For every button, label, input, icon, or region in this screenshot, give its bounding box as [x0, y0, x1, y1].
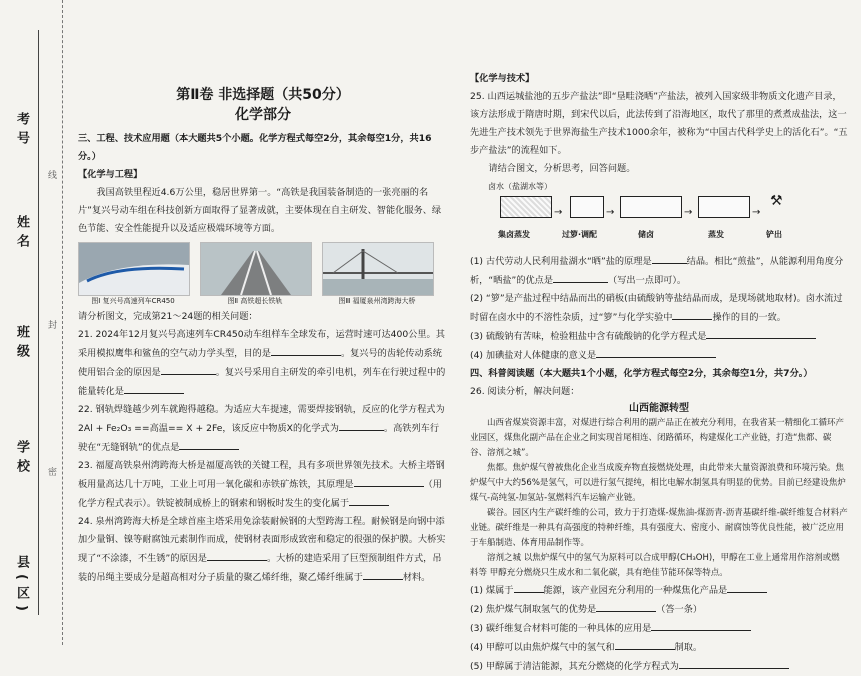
bridge-photo [322, 242, 434, 296]
question-25-3 [470, 327, 848, 346]
answer-blank[interactable] [179, 438, 239, 450]
answer-blank[interactable] [363, 568, 403, 580]
question-25-stem: 25. 山西运城盐池的五步产盐法”即“垦畦浇晒”产盐法，被列入国家级非物质文化遗产目录，该方法形成于隋唐时期，到宋代以后，此法传到了沿海地区，取代了那里的煮煮成盐法，这一先进生产技术领先于世界海盐生产技术1000余年，被称为“中国古代科学史上的活化石”。“五步产盐法”的流程如下。 [470, 91, 848, 156]
section-3-heading: 三、工程、技术应用题（本大题共5个小题。化学方程式每空2分，其余每空1分，共16分。） [78, 133, 432, 162]
section-4-heading: 四、科普阅读题（本大题共1个小题，化学方程式每空2分，其余每空1分，共7分。） [470, 368, 813, 379]
q26-2-text-b: （答一条） [656, 604, 703, 615]
answer-blank[interactable] [596, 600, 656, 612]
q25-3-text: (3) 硫酸钠有苦味，检验粗盐中含有硫酸钠的化学方程式是 [470, 331, 707, 342]
question-25-prompt: 请结合图文，分析思考，回答问题。 [488, 163, 636, 174]
q26-3-text: (3) 碳纤维复合材料可能的一种具体的应用是 [470, 623, 652, 634]
question-25-1 [470, 252, 848, 290]
q25-2-text-b: 操作的目的一致。 [712, 312, 786, 323]
reading-paragraph-4: 溶剂之城 以焦炉煤气中的氢气为原料可以合成甲醇(CH₃OH)，甲醇在工业上通常用作溶剂或燃料等 甲醇充分燃烧只生成水和二氧化碳，具有绝佳节能环保等特点。 [470, 553, 840, 578]
flow-arrow: → [684, 207, 693, 218]
flow-label-2: 过箩·调配 [562, 230, 598, 239]
question-26-1 [470, 581, 848, 600]
class-label: 班级 [14, 325, 29, 363]
q25-4-text: (4) 加碘盐对人体健康的意义是 [470, 350, 597, 361]
volume-title: 第Ⅱ卷 非选择题（共50分） [176, 87, 350, 103]
answer-blank[interactable] [615, 638, 675, 650]
q26-4-text-b: 制取。 [674, 642, 703, 653]
answer-blank[interactable] [207, 549, 267, 561]
q22-text-b: 。高铁列车行驶在“无缝钢轨”的优点是 [78, 423, 440, 453]
reading-title: 山西能源转型 [629, 403, 689, 414]
q26-5-text: (5) 甲醇属于清洁能源，其充分燃烧的化学方程式为 [470, 661, 679, 672]
engineering-intro: 我国高铁里程近4.6万公里，稳居世界第一。“高铁是我国装备制造的一张亮丽的名片”复兴号动车组在科技创新方面取得了显著成就，主要体现在自主研发、智能化服务、绿色节能、安全性能提升以及适应极端环境等方面。 [78, 187, 442, 234]
q26-2-text: (2) 焦炉煤气制取氢气的优势是 [470, 604, 597, 615]
flow-label-4: 蒸发 [708, 230, 724, 239]
answer-blank[interactable] [652, 252, 687, 264]
question-26-5 [470, 657, 848, 676]
question-24 [78, 513, 448, 587]
flow-input-label: 卤水（盐湖水等） [488, 182, 552, 191]
photo-caption-3: 图Ⅲ 福厦泉州湾跨海大桥 [338, 297, 416, 305]
photo-caption-1: 图Ⅰ 复兴号高速列车CR450 [91, 297, 175, 305]
photo-caption-2: 图Ⅱ 高铁超长铁轨 [227, 297, 283, 305]
q25-1-text-b: 结晶。相比“煎盐”，从能源利用角度分析，“晒盐”的优点是 [470, 256, 844, 286]
seal-secret-char: 密 [48, 468, 58, 478]
q24-text-b: 。大桥的建造采用了巨型预制组件方式，吊装的吊绳主要成分是超高相对分子质量的聚乙烯纤维，聚乙烯纤维属于 [78, 553, 442, 583]
tech-tag: 【化学与技术】 [470, 73, 535, 84]
question-21 [78, 326, 448, 401]
flow-step-evaporate-pool [500, 196, 552, 218]
q25-1-text: (1) 古代劳动人民利用盐湖水“晒”盐的原理是 [470, 256, 652, 267]
q25-2-text: (2) “箩”是产盐过程中结晶而出的硝板(由硫酸钠等盐结晶而成，是现场就地取材)。卤水流过时留在卤水中的不溶性杂质，过“箩”与化学实验中 [470, 293, 843, 323]
answer-blank[interactable] [339, 419, 384, 431]
answer-blank[interactable] [706, 327, 816, 339]
question-22 [78, 401, 448, 457]
reading-paragraph-3: 碳谷。园区内生产碳纤维的公司，致力于打造煤-煤焦油-煤沥青-沥青基碳纤维-碳纤维复合材料产业链。碳纤维是一种具有高强度的特种纤维，具有强度大、密度小、耐腐蚀等优良性能，被广泛应用于车船制造、体育用品制作等。 [470, 508, 848, 548]
q22-text: 22. 钢轨焊缝越少列车就跑得越稳。为适应大车提速，需要焊接钢轨，反应的化学方程式为2Al + Fe₂O₃ ==高温== X + 2Fe，该反应中物质X的化学式为 [78, 404, 445, 434]
q21-text-b: 。复兴号的齿轮传动系统使用铝合金的原因是 [78, 348, 442, 378]
answer-blank[interactable] [679, 657, 789, 669]
q23-text: 23. 福厦高铁泉州湾跨海大桥是福厦高铁的关键工程，具有多项世界领先技术。大桥主塔钢板用量高达几十万吨，工业上可用一氧化碳和赤铁矿炼铁，其原理是 [78, 460, 445, 490]
reading-paragraph-1: 山西省煤炭资源丰富，对煤进行综合利用的副产品正在被充分利用，在我省某一精细化工循环产业园区，煤焦化副产品在企业之间实现首尾相连、闭路循环，构建煤化工产业链，打造“焦都、碳谷、溶剂之城”。 [470, 418, 845, 458]
answer-blank[interactable] [727, 581, 767, 593]
answer-blank[interactable] [349, 494, 389, 506]
school-label: 学校 [14, 440, 29, 478]
answer-blank[interactable] [161, 363, 216, 375]
engineering-tag: 【化学与工程】 [78, 169, 143, 180]
flow-step-filter [570, 196, 604, 218]
question-26: 26. 阅读分析，解决问题： [470, 386, 580, 397]
answer-blank[interactable] [596, 346, 716, 358]
question-26-4 [470, 638, 848, 657]
q26-4-text: (4) 甲醇可以由焦炉煤气中的氢气和 [470, 642, 615, 653]
flow-label-5: 铲出 [766, 230, 782, 239]
flow-step-storage [620, 196, 682, 218]
answer-blank[interactable] [514, 581, 544, 593]
question-26-2 [470, 600, 848, 619]
exam-number-label: 考号 [14, 112, 29, 150]
q21-text: 21. 2024年12月复兴号高速列车CR450动车组样车全球发布，运营时速可达400公里。其采用模拟鹰隼和鲨鱼的空气动力学头型，目的是 [78, 329, 445, 359]
q21-text-c: 。复兴号采用自主研发的牵引电机，列车在行驶过程中的能量转化是 [78, 367, 446, 397]
salt-process-diagram [470, 182, 848, 250]
q24-text: 24. 泉州湾跨海大桥是全球首座主塔采用免涂装耐候钢的大型跨海工程。耐候钢是向钢中添加少量铜、镍等耐腐蚀元素制作而成，使钢材表面形成致密和稳定的很强的保护膜。大桥实现了“不涂漆，不生锈”的原因是 [78, 516, 446, 564]
binding-line [38, 30, 39, 615]
q25-1-text-c: （写出一点即可）。 [608, 275, 687, 286]
answer-blank[interactable] [672, 308, 712, 320]
flow-step-evaporate [698, 196, 750, 218]
subject-title: 化学部分 [235, 107, 291, 123]
answer-blank[interactable] [354, 475, 424, 487]
q26-1-text-b: 能源，该产业园充分利用的一种煤焦化产品是 [543, 585, 728, 596]
reading-passage [470, 401, 848, 581]
shovel-icon: ⚒ [770, 193, 783, 209]
flow-label-3: 储卤 [638, 230, 654, 239]
question-25-2 [470, 290, 848, 327]
left-column [78, 70, 448, 587]
seal-seal-char: 封 [48, 321, 58, 331]
flow-label-1: 集卤蒸发 [498, 230, 530, 239]
q24-text-c: 材料。 [402, 572, 431, 583]
answer-blank[interactable] [124, 382, 184, 394]
train-photo [78, 242, 190, 296]
answer-blank[interactable] [271, 344, 341, 356]
question-25-4 [470, 346, 848, 365]
reading-paragraph-2: 焦都。焦炉煤气曾被焦化企业当成废弃物直接燃烧处理，由此带来大量资源浪费和环境污染。焦炉煤气中大约56%是氢气，可以进行氢气提纯，相比电解水制氢具有明显的优势。目前已经建设焦炉煤气-高纯氢-加氢站-氢燃料汽车运输产业链。 [470, 463, 846, 503]
question-23 [78, 457, 448, 513]
q26-1-text: (1) 煤属于 [470, 585, 514, 596]
instruction: 请分析图文，完成第21～24题的相关问题： [78, 311, 258, 322]
name-label: 姓名 [14, 215, 29, 253]
rail-photo [200, 242, 312, 296]
answer-blank[interactable] [553, 271, 608, 283]
answer-blank[interactable] [651, 619, 751, 631]
q23-text-b: （用化学方程式表示）。铁锭被制成桥上的钢索和钢板时发生的变化属于 [78, 479, 442, 509]
right-column [470, 70, 848, 676]
county-label: 县(区) [14, 555, 29, 617]
flow-arrow: → [554, 207, 563, 218]
binding-margin [0, 0, 63, 645]
flow-arrow: → [606, 207, 615, 218]
photo-row [78, 242, 448, 306]
question-26-3 [470, 619, 848, 638]
flow-arrow: → [752, 207, 761, 218]
seal-line-char: 线 [48, 171, 58, 181]
